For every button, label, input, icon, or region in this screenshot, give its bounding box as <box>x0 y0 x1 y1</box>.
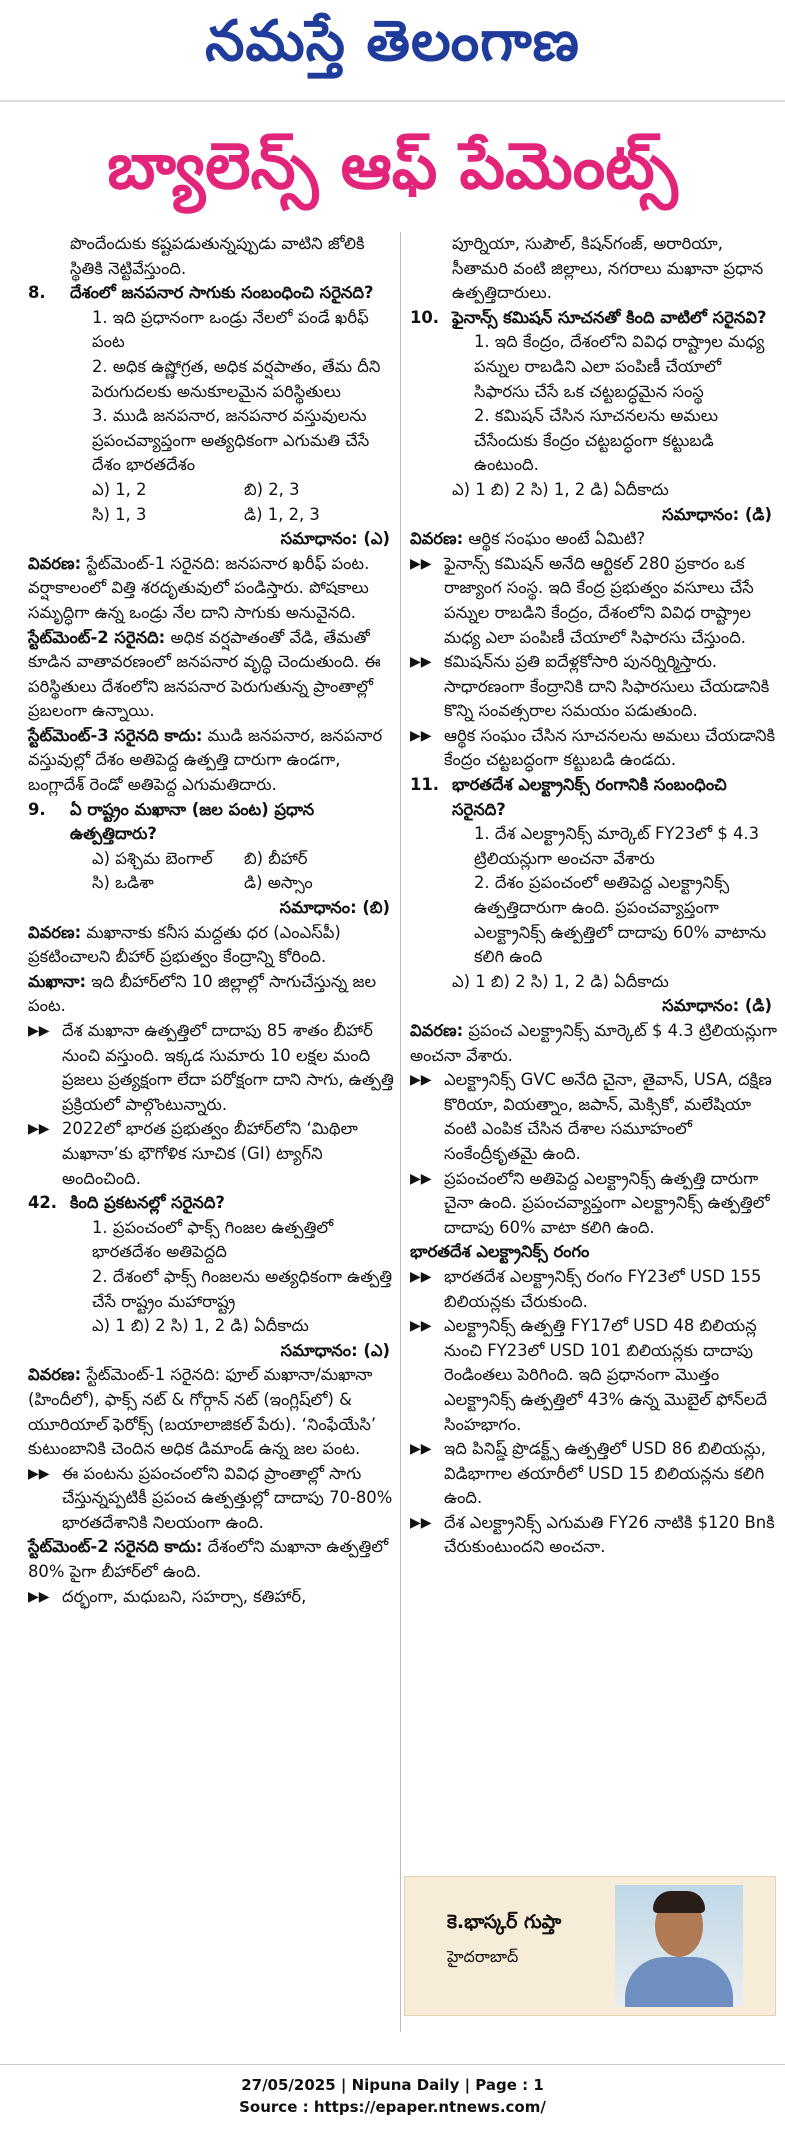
question-number: 9. <box>28 799 46 819</box>
masthead-divider <box>0 100 785 102</box>
statement: 1. ఇది ప్రధానంగా ఒండ్రు నేలలో పండే ఖరీఫ్ పంట <box>92 307 369 352</box>
bullet-item <box>28 1117 396 1191</box>
options <box>28 478 396 527</box>
bullet-text: భారతదేశ ఎలక్ట్రానిక్స్ రంగం FY23లో USD 155 బిలియన్లకు చేరుకుంది. <box>444 1266 762 1311</box>
question-11 <box>410 773 778 1560</box>
bullet-text: ప్రపంచంలోని అతిపెద్ద ఎలక్ట్రానిక్స్ ఉత్పత్తి దారుగా చైనా ఉంది. ప్రపంచవ్యాప్తంగా ఎలక్ట్రానిక్స్ ఉత్పత్తిలో దాదాపు 60% వాటా కలిగి ఉంది. <box>444 1168 770 1237</box>
photo-shoulders <box>625 1957 733 2007</box>
explanation-text: స్టేట్‌మెంట్-1 సరైనది: ఫూల్ మఖానా/మఖానా (హిందీలో), ఫాక్స్ నట్ & గోర్గాన్ నట్ (ఇంగ్లిష్‌లో) & యూరియాల్ ఫెరోక్స్ (బయాలాజికల్ పేరు). ‘నింఫేయేసి’ కుటుంబానికి చెందిన అధిక డిమాండ్ ఉన్న జల పంట. <box>28 1365 377 1459</box>
section-text: ఇది బీహార్‌లోని 10 జిల్లాల్లో సాగుచేస్తున్న జల పంట. <box>28 971 377 1016</box>
arrow-bullet-icon: ▶▶ <box>410 654 432 671</box>
section-label: మఖానా: <box>28 971 87 991</box>
bullet-text: కమిషన్‌ను ప్రతి ఐదేళ్లకోసారి పునర్నిర్మిస్తారు. సాధారణంగా కేంద్రానికి దాని సిఫారసులు చేయడానికి కొన్ని సంవత్సరాల సమయం పడుతుంది. <box>444 652 770 721</box>
statement: 3. ముడి జనపనార, జనపనార వస్తువులను ప్రపంచవ్యాప్తంగా అత్యధికంగా ఎగుమతి చేసే దేశం భారతదేశం <box>92 406 370 475</box>
arrow-bullet-icon: ▶▶ <box>410 1072 432 1089</box>
option: బి) 2, 3 <box>244 479 300 499</box>
question-8 <box>28 281 396 797</box>
footer-date-line: 27/05/2025 | Nipuna Daily | Page : 1 <box>241 2076 544 2094</box>
bullet-item <box>410 552 778 650</box>
arrow-bullet-icon: ▶▶ <box>28 1465 50 1482</box>
article-body <box>18 232 778 2062</box>
bullet-item <box>410 1437 778 1511</box>
continued-text: పూర్నియా, సుపౌల్, కిషన్‌గంజ్, అరారియా, సీతామరి వంటి జిల్లాలు, నగరాలు మఖానా ప్రధాన ఉత్పత్తిదారులు. <box>452 234 764 303</box>
arrow-bullet-icon: ▶▶ <box>28 1023 50 1039</box>
question-text: దేశంలో జనపనార సాగుకు సంబంధించి సరైనది? <box>70 283 374 303</box>
bullet-item <box>28 1585 396 1610</box>
statement: 1. ఇది కేంద్రం, దేశంలోని వివిధ రాష్ట్రాల మధ్య పన్నుల రాబడిని ఎలా పంపిణీ చేయాలో సిఫారసు చేసే ఒక చట్టబద్ధమైన సంస్థ <box>474 332 765 401</box>
statement: 2. అధిక ఉష్ణోగ్రత, అధిక వర్షపాతం, తేమ దీని పెరుగుదలకు అనుకూలమైన పరిస్థితులు <box>92 356 381 401</box>
answer: సమాధానం: (ఎ) <box>280 1340 390 1360</box>
question-number: 10. <box>410 307 440 327</box>
question-text: ఏ రాష్ట్రం మఖానా (జల పంట) ప్రధాన ఉత్పత్తిదారు? <box>70 799 315 844</box>
question-number: 11. <box>410 775 440 795</box>
statement-label: స్టేట్‌మెంట్-2 సరైనది కాదు: <box>28 1537 203 1557</box>
bullet-text: ఎలక్ట్రానిక్స్ ఉత్పత్తి FY17లో USD 48 బిలియన్ల నుంచి FY23లో USD 101 బిలియన్లకు దాదాపు రెండింతలు పెరిగింది. ఇది ప్రధానంగా మొత్తం ఎలక్ట్రానిక్స్ ఉత్పత్తిలో 43% ఉన్న మొబైల్ ఫోన్‌లదే సింహభాగం. <box>444 1316 767 1434</box>
arrow-bullet-icon: ▶▶ <box>410 1514 432 1531</box>
statement: 2. దేశంలో ఫాక్స్ గింజలను అత్యధికంగా ఉత్పత్తి చేసే రాష్ట్రం మహారాష్ట్ర <box>92 1266 393 1311</box>
author-name: కె.భాస్కర్ గుప్తా <box>447 1911 562 1933</box>
arrow-bullet-icon: ▶▶ <box>410 555 432 572</box>
explanation-label: వివరణ: <box>28 922 82 942</box>
options: ఎ) 1 బి) 2 సి) 1, 2 డి) ఏదీకాదు <box>92 1316 309 1336</box>
question-text: కింది ప్రకటనల్లో సరైనది? <box>70 1193 225 1213</box>
explanation-text: మఖానాకు కనీస మద్దతు ధర (ఎంఎస్‌పీ) ప్రకటించాలని బీహార్ ప్రభుత్వం కేంద్రాన్ని కోరింది. <box>28 922 341 967</box>
arrow-bullet-icon: ▶▶ <box>28 1121 50 1138</box>
arrow-bullet-icon: ▶▶ <box>410 1441 432 1458</box>
bullet-item <box>410 650 778 724</box>
arrow-bullet-icon: ▶▶ <box>28 1588 50 1605</box>
option: బి) బీహార్ <box>244 848 308 868</box>
option: డి) 1, 2, 3 <box>244 504 320 524</box>
article-headline: బ్యాలెన్స్ ఆఫ్ పేమెంట్స్ <box>107 130 678 204</box>
bullet-item <box>410 1314 778 1437</box>
masthead <box>0 0 785 110</box>
statement: 1. దేశ ఎలక్ట్రానిక్స్ మార్కెట్ FY23లో $ 4.3 ట్రిలియన్లుగా అంచనా వేశారు <box>474 824 760 868</box>
options <box>28 847 396 896</box>
options: ఎ) 1 బి) 2 సి) 1, 2 డి) ఏదీకాదు <box>452 971 669 991</box>
bullet-text: ఇది పినిష్డ్ ప్రొడక్ట్స్ ఉత్పత్తిలో USD 86 బిలియన్లు, విడిభాగాల తయారీలో USD 15 బిలియన్లను కలిగి ఉంది. <box>444 1439 766 1508</box>
statement: 1. ప్రపంచంలో ఫాక్స్ గింజల ఉత్పత్తిలో భారతదేశం అతిపెద్దది <box>92 1217 334 1262</box>
author-photo <box>615 1885 743 2007</box>
right-column <box>410 232 778 1560</box>
arrow-bullet-icon: ▶▶ <box>410 1170 432 1187</box>
explanation-label: వివరణ: <box>28 553 82 573</box>
explanation-label: వివరణ: <box>410 1021 464 1040</box>
photo-hair <box>653 1891 705 1913</box>
bullet-item <box>410 1265 778 1314</box>
bullet-text: దర్భంగా, మధుబని, సహర్సా, కతిహార్, <box>62 1586 307 1606</box>
option: డి) అస్సాం <box>244 873 313 893</box>
footer-divider <box>0 2064 785 2065</box>
bullet-text: ఈ పంటను ప్రపంచంలోని వివిధ ప్రాంతాల్లో సాగు చేస్తున్నప్పటికీ ప్రపంచ ఉత్పత్తుల్లో దాదాపు 70-80% భారతదేశానికి నిలయంగా ఉంది. <box>62 1463 393 1532</box>
statement-text: దేశంలోని మఖానా ఉత్పత్తిలో 80% పైగా బీహార్‌లో ఉంది. <box>28 1537 389 1582</box>
bullet-text: ఆర్థిక సంఘం చేసిన సూచనలను అమలు చేయడానికి కేంద్రం చట్టబద్ధంగా కట్టుబడి ఉండదు. <box>444 725 776 770</box>
explanation-label: వివరణ: <box>28 1365 82 1385</box>
question-text: ఫైనాన్స్ కమిషన్ సూచనతో కింది వాటిలో సరైనవి? <box>452 307 767 327</box>
answer: సమాధానం: (డి) <box>662 504 772 524</box>
explanation-text: స్టేట్‌మెంట్-1 సరైనది: జనపనార ఖరీఫ్ పంట. వర్షాకాలంలో విత్తి శరదృతువులో పండిస్తారు. పోషకాలు సమృద్ధిగా ఉన్న ఒండ్రు నేల దాని సాగుకు అనువైనది. <box>28 553 370 622</box>
column-divider <box>400 232 401 2032</box>
explanation-label: వివరణ: <box>410 529 464 549</box>
intro-text: పొందేందుకు కష్టపడుతున్నప్పుడు వాటిని జోలికి స్థితికి నెట్టివేస్తుంది. <box>70 234 365 278</box>
statement: 2. దేశం ప్రపంచంలో అతిపెద్ద ఎలక్ట్రానిక్స్ ఉత్పత్తిదారుగా ఉంది. ప్రపంచవ్యాప్తంగా ఎలక్ట్రానిక్స్ ఉత్పత్తిలో దాదాపు 60% వాటాను కలిగి ఉంది <box>474 873 767 967</box>
bullet-item <box>410 1511 778 1560</box>
bullet-text: ఎలక్ట్రానిక్స్ GVC అనేది చైనా, తైవాన్, USA, దక్షిణ కొరియా, వియత్నాం, జపాన్, మెక్సికో, మలేషియా వంటి ఎంపిక చేసిన దేశాల సమూహంలో సంకేంద్రీకృతమై ఉంది. <box>444 1070 772 1163</box>
bullet-item <box>28 1462 396 1536</box>
bullet-text: ఫైనాన్స్ కమిషన్ అనేది ఆర్టికల్ 280 ప్రకారం ఒక రాజ్యాంగ సంస్థ. ఇది కేంద్ర ప్రభుత్వం వసూలు చేసే పన్నుల రాబడిని కేంద్రం, దేశంలోని వివిధ రాష్ట్రాల మధ్య ఎలా పంపిణీ చేయాలో సిఫారసు చేస్తుంది. <box>444 553 754 647</box>
option: ఎ) పశ్చిమ బెంగాల్ <box>92 848 213 868</box>
question-9 <box>28 798 396 1192</box>
question-number: 42. <box>28 1193 58 1213</box>
statement-text: ముడి జనపనార, జనపనార వస్తువుల్లో దేశం అతిపెద్ద ఉత్పత్తి దారుగా ఉండగా, బంగ్లాదేశ్ రెండో అతిపెద్ద ఎగుమతిదారు. <box>28 725 383 795</box>
section-heading: భారతదేశ ఎలక్ట్రానిక్స్ రంగం <box>410 1242 590 1262</box>
options: ఎ) 1 బి) 2 సి) 1, 2 డి) ఏదీకాదు <box>452 479 669 499</box>
arrow-bullet-icon: ▶▶ <box>410 1268 432 1285</box>
bullet-item <box>410 1167 778 1241</box>
question-10 <box>410 306 778 773</box>
explanation-text: ప్రపంచ ఎలక్ట్రానిక్స్ మార్కెట్ $ 4.3 ట్రిలియన్లుగా అంచనా వేశారు. <box>410 1021 777 1065</box>
bullet-item <box>410 724 778 773</box>
footer-source-link[interactable]: Source : https://epaper.ntnews.com/ <box>239 2098 546 2116</box>
statement: 2. కమిషన్ చేసిన సూచనలను అమలు చేసేందుకు కేంద్రం చట్టబద్ధంగా కట్టుబడి ఉంటుంది. <box>474 406 718 475</box>
answer: సమాధానం: (డి) <box>662 996 772 1016</box>
bullet-text: 2022లో భారత ప్రభుత్వం బీహార్‌లోని ‘మిథిలా మఖానా’కు భౌగోళిక సూచిక (GI) ట్యాగ్‌ని అందించింది. <box>62 1119 358 1188</box>
answer: సమాధానం: (బి) <box>279 898 390 918</box>
option: సి) 1, 3 <box>92 504 147 524</box>
bullet-item <box>410 1068 778 1166</box>
statement-label: స్టేట్‌మెంట్-2 సరైనది: <box>28 627 166 647</box>
left-column <box>28 232 396 1609</box>
statement-label: స్టేట్‌మెంట్-3 సరైనది కాదు: <box>28 725 203 745</box>
bullet-text: దేశ మఖానా ఉత్పత్తిలో దాదాపు 85 శాతం బీహార్ నుంచి వస్తుంది. ఇక్కడ సుమారు 10 లక్షల మంది ప్రజలు ప్రత్యక్షంగా లేదా పరోక్షంగా దాని సాగు, ఉత్పత్తి ప్రక్రియలో పాల్గొంటున్నారు. <box>62 1021 394 1114</box>
explanation-text: ఆర్థిక సంఘం అంటే ఏమిటి? <box>468 529 646 549</box>
bullet-text: దేశ ఎలక్ట్రానిక్స్ ఎగుమతి FY26 నాటికి $120 Bnకి చేరుకుంటుందని అంచనా. <box>444 1512 775 1557</box>
arrow-bullet-icon: ▶▶ <box>410 727 432 744</box>
question-number: 8. <box>28 283 46 303</box>
page-footer <box>0 2074 785 2118</box>
newspaper-logo: నమస్తే తెలంగాణ <box>205 8 580 74</box>
author-box <box>404 1876 776 2016</box>
option: సి) ఒడిశా <box>92 873 154 893</box>
bullet-item <box>28 1019 396 1117</box>
answer: సమాధానం: (ఎ) <box>280 529 390 549</box>
question-text: భారతదేశ ఎలక్ట్రానిక్స్ రంగానికి సంబంధించి సరైనది? <box>452 775 727 819</box>
author-location: హైదరాబాద్ <box>447 1947 519 1966</box>
option: ఎ) 1, 2 <box>92 479 147 499</box>
arrow-bullet-icon: ▶▶ <box>410 1318 432 1335</box>
statement-text: అధిక వర్షపాతంతో వేడి, తేమతో కూడిన వాతావరణంలో జనపనార వృద్ధి చెందుతుంది. ఈ పరిస్థితులు దేశంలోని జనపనార పెరుగుతున్న ప్రాంతాల్లో ప్రబలంగా ఉన్నాయి. <box>28 627 381 721</box>
question-42 <box>28 1191 396 1609</box>
